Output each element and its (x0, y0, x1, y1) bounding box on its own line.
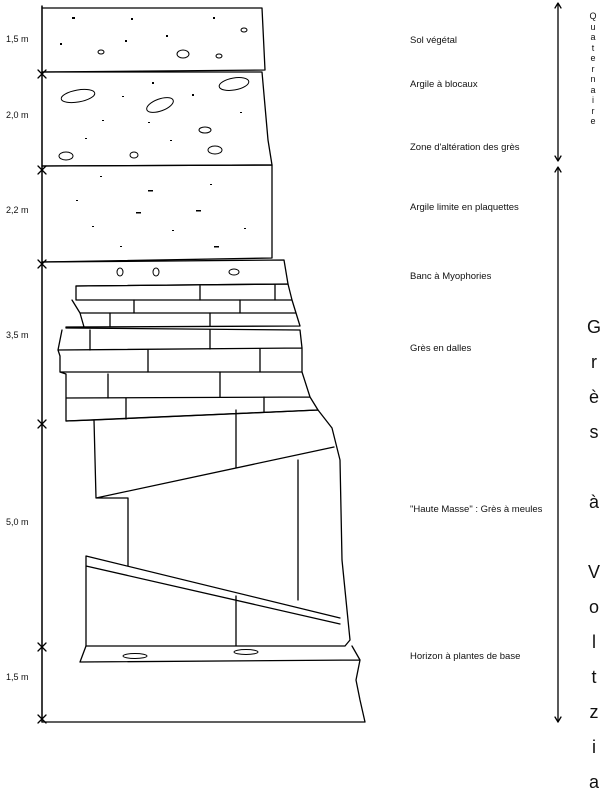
stage-label-gres-voltzia (584, 318, 604, 808)
stage-letter: r (591, 63, 595, 74)
layer-argile-blocaux (42, 72, 272, 166)
layer-label: "Haute Masse" : Grès à meules (410, 504, 543, 515)
stage-letter: n (590, 74, 596, 84)
layer-label: Banc à Myophories (410, 271, 492, 282)
stage-letter: z (589, 702, 599, 722)
layer-argile-plaquettes (42, 165, 272, 262)
stage-letter (591, 528, 596, 563)
stage-letter: i (592, 95, 594, 105)
layer-label: Sol végétal (410, 35, 458, 46)
layer-horizon-plantes (42, 646, 365, 722)
layer-label: Argile limite en plaquettes (410, 202, 519, 213)
stage-letter: a (590, 84, 596, 95)
layer-label: Argile à blocaux (410, 79, 478, 90)
thickness-label: 3,5 m (6, 330, 29, 340)
stage-letter: a (590, 32, 596, 42)
stage-letter: l (592, 632, 596, 652)
stage-letter: r (591, 105, 595, 116)
layer-label: Zone d'altération des grès (410, 142, 520, 153)
stage-letter: r (591, 352, 597, 372)
thickness-label: 1,5 m (6, 672, 29, 682)
thickness-label: 1,5 m (6, 34, 29, 44)
layer-soil (42, 8, 265, 72)
stage-letter: o (588, 597, 599, 617)
thickness-label: 2,2 m (6, 205, 29, 215)
stage-letter: è (588, 387, 599, 407)
stage-letter: G (586, 317, 601, 337)
layer-haute-masse (66, 410, 350, 646)
thickness-label: 2,0 m (6, 110, 29, 120)
stage-letter: V (587, 562, 600, 582)
stage-letter: à (588, 492, 599, 512)
layer-myophories (42, 260, 288, 286)
stage-letter: u (590, 21, 596, 32)
stage-letter: t (591, 42, 595, 53)
stage-letter: e (590, 53, 596, 63)
stage-letter: e (590, 116, 596, 126)
stage-letter: t (591, 667, 597, 687)
stage-letter: Q (589, 11, 597, 21)
thickness-label: 5,0 m (6, 517, 29, 527)
layer-gres-dalles (58, 284, 318, 421)
layer-label: Horizon à plantes de base (410, 651, 521, 662)
stage-letter: i (592, 737, 596, 757)
stage-letter (591, 458, 596, 493)
layer-label: Grès en dalles (410, 343, 472, 354)
stage-letter: a (588, 772, 599, 792)
stage-label-quaternaire (586, 12, 600, 128)
stage-letter: s (589, 422, 599, 442)
